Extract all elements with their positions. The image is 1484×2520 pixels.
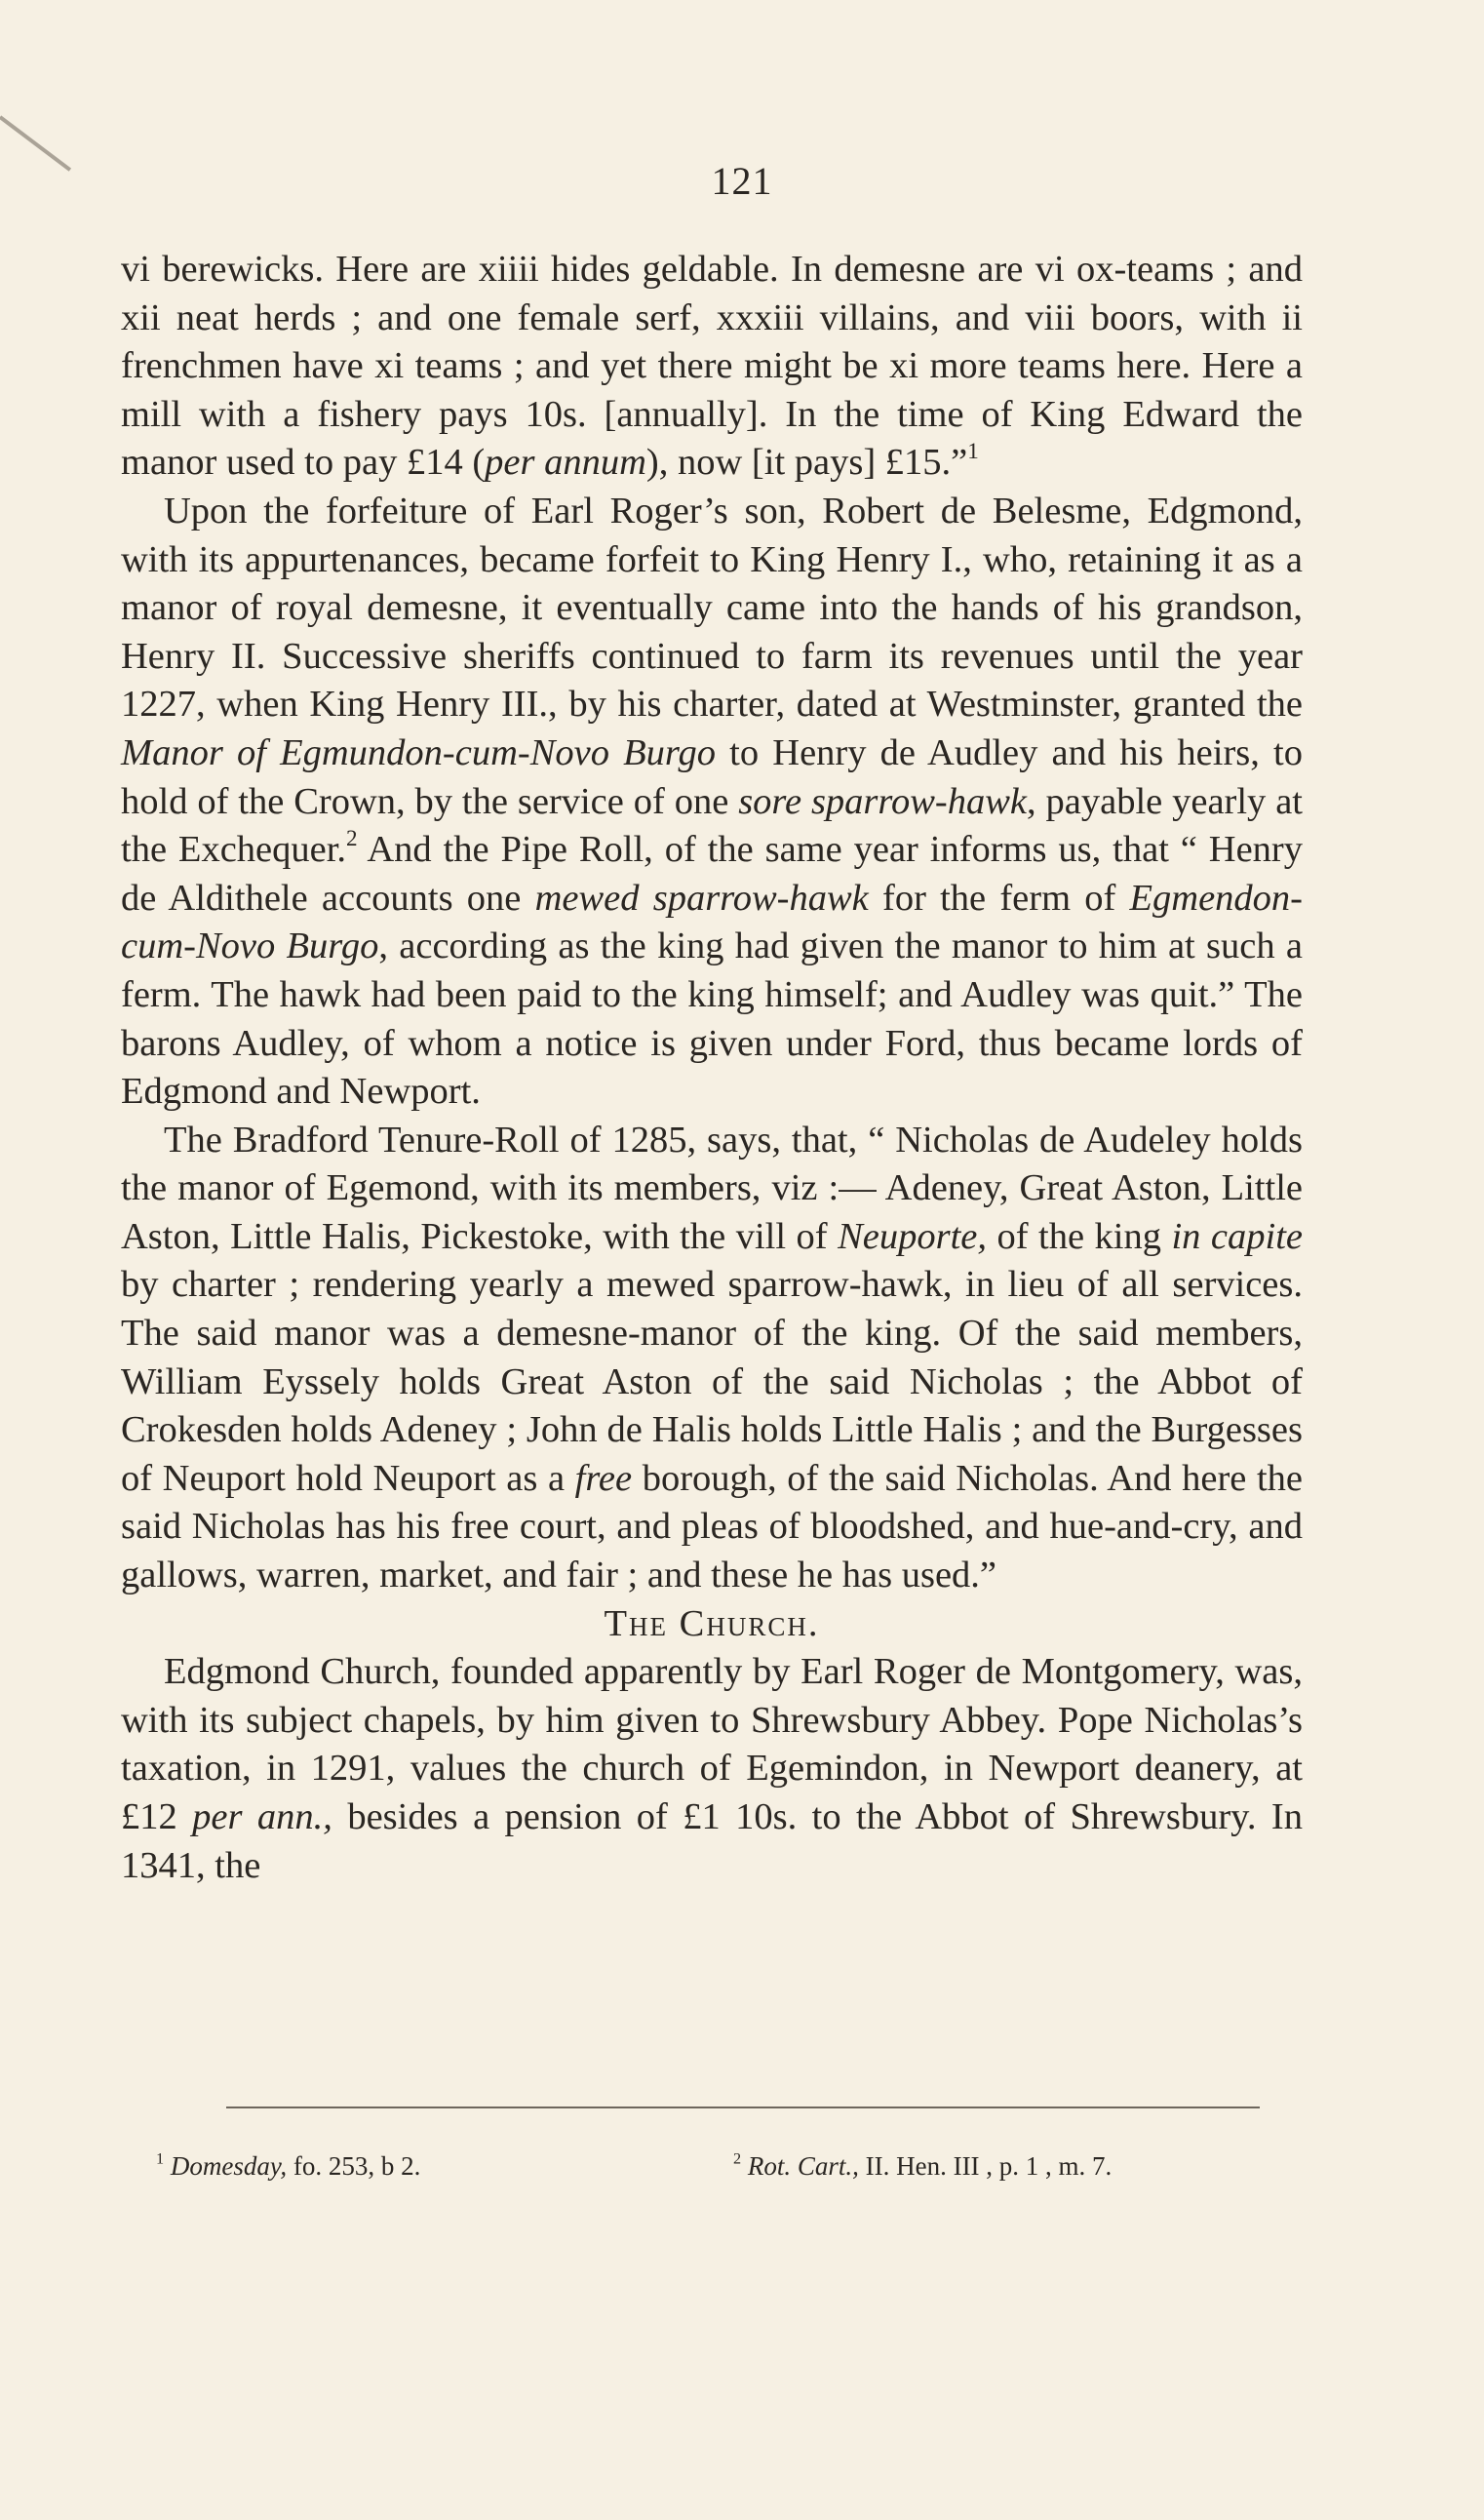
body-text xyxy=(121,246,1303,1890)
paragraph-1 xyxy=(121,246,1303,488)
text-run: , according as the king had given the manor to him at such a ferm. The hawk had been paid to the king himself; and Audley was quit.” The barons Audley, of whom a notice is given under Ford, thus became lords of Edgmond and Newport. xyxy=(121,925,1303,1113)
paragraph-2 xyxy=(121,488,1303,1117)
paragraph-3 xyxy=(121,1117,1303,1600)
text-run: Edgmond Church, founded apparently by Earl Roger de Montgomery, was, with its subject chapels, by him given to Shrewsbury Abbey. Pope Nicholas’s taxation, in 1291, values the church of Egemindon, in Newport deanery, at £12 xyxy=(121,1651,1303,1837)
italic-text: in capite xyxy=(1171,1215,1303,1257)
text-run: fo. 253, b 2. xyxy=(287,2151,421,2181)
text-run: besides a pension of £1 10s. to the Abbot of Shrewsbury. In 1341, the xyxy=(121,1796,1303,1886)
text-run: , payable yearly at the Exchequer. xyxy=(121,780,1303,871)
footnote-rule xyxy=(226,2107,1260,2108)
italic-text: Neuporte, xyxy=(838,1215,987,1257)
text-run: And the Pipe Roll, of the same year informs us, that “ Henry de Aldithele accounts one xyxy=(121,829,1303,919)
italic-text: free xyxy=(574,1457,633,1499)
text-run: for the ferm of xyxy=(868,877,1130,919)
text-run: to Henry de Audley and his heirs, to hold of the Crown, by the service of one xyxy=(121,731,1303,822)
text-run xyxy=(741,2151,748,2181)
italic-text: Domesday, xyxy=(170,2151,288,2181)
italic-text: per annum xyxy=(485,442,646,484)
footnote-2 xyxy=(733,2149,1112,2183)
italic-text: Egmendon-cum-Novo Burgo xyxy=(121,877,1303,967)
paragraph-4 xyxy=(121,1648,1303,1890)
italic-text: Manor of Egmundon-cum-Novo Burgo xyxy=(121,731,716,773)
italic-text: mewed sparrow-hawk xyxy=(534,877,869,919)
footnote-ref: 1 xyxy=(967,438,979,464)
page-number: 121 xyxy=(711,159,773,203)
text-run: The Bradford Tenure-Roll of 1285, says, that, “ Nicholas de Audeley holds the manor of Egemond, with its members, viz :— Adeney, Great Aston, Little Aston, Little Halis, Pickestoke, with the vill of xyxy=(121,1119,1303,1257)
text-run: Upon the forfeiture of Earl Roger’s son, Robert de Belesme, Edgmond, with its appurtenances, became forfeit to King Henry I., who, retaining it as a manor of royal demesne, it eventually came into the hands of his grandson, Henry II. Successive sheriffs continued to farm its revenues until the year 1227, when King Henry III., by his charter, dated at Westminster, granted the xyxy=(121,490,1303,726)
italic-text: per ann., xyxy=(192,1796,332,1837)
footnote-ref: 1 xyxy=(156,2149,165,2168)
text-run: of the king xyxy=(987,1215,1172,1257)
italic-text: Rot. Cart., xyxy=(747,2151,859,2181)
text-run: by charter ; rendering yearly a mewed sparrow-hawk, in lieu of all services. The said manor was a demesne-manor of the king. Of the said members, William Eyssely holds Great Aston of the said Nicholas ; the Abbot of Crokesden holds Adeney ; John de Halis holds Little Halis ; and the Burgesses of Neuport hold Neuport as a xyxy=(121,1264,1303,1499)
text-run: borough, of the said Nicholas. And here the said Nicholas has his free court, and pleas of bloodshed, and hue-and-cry, and gallows, warren, market, and fair ; and these he has used.” xyxy=(121,1457,1304,1596)
footnote-ref: 2 xyxy=(733,2149,742,2168)
text-run: ), now [it pays] £15.” xyxy=(645,442,968,484)
section-heading xyxy=(121,1600,1303,1649)
footnote-1 xyxy=(156,2149,420,2183)
italic-text: sore sparrow-hawk xyxy=(738,780,1027,822)
text-run: vi berewicks. Here are xiiii hides geldable. In demesne are vi ox-teams ; and xii neat herds ; and one female serf, xxxiii villains, and viii boors, with ii frenchmen have xi teams ; and yet there might be xi more teams here. Here a mill with a fishery pays 10s. [annually]. In the time of King Edward the manor used to pay £14 ( xyxy=(121,249,1303,484)
text-run: II. Hen. III , p. 1 , m. 7. xyxy=(858,2151,1113,2181)
footnote-ref: 2 xyxy=(346,824,358,850)
text-run: The Church. xyxy=(604,1602,820,1644)
text-run xyxy=(164,2151,171,2181)
